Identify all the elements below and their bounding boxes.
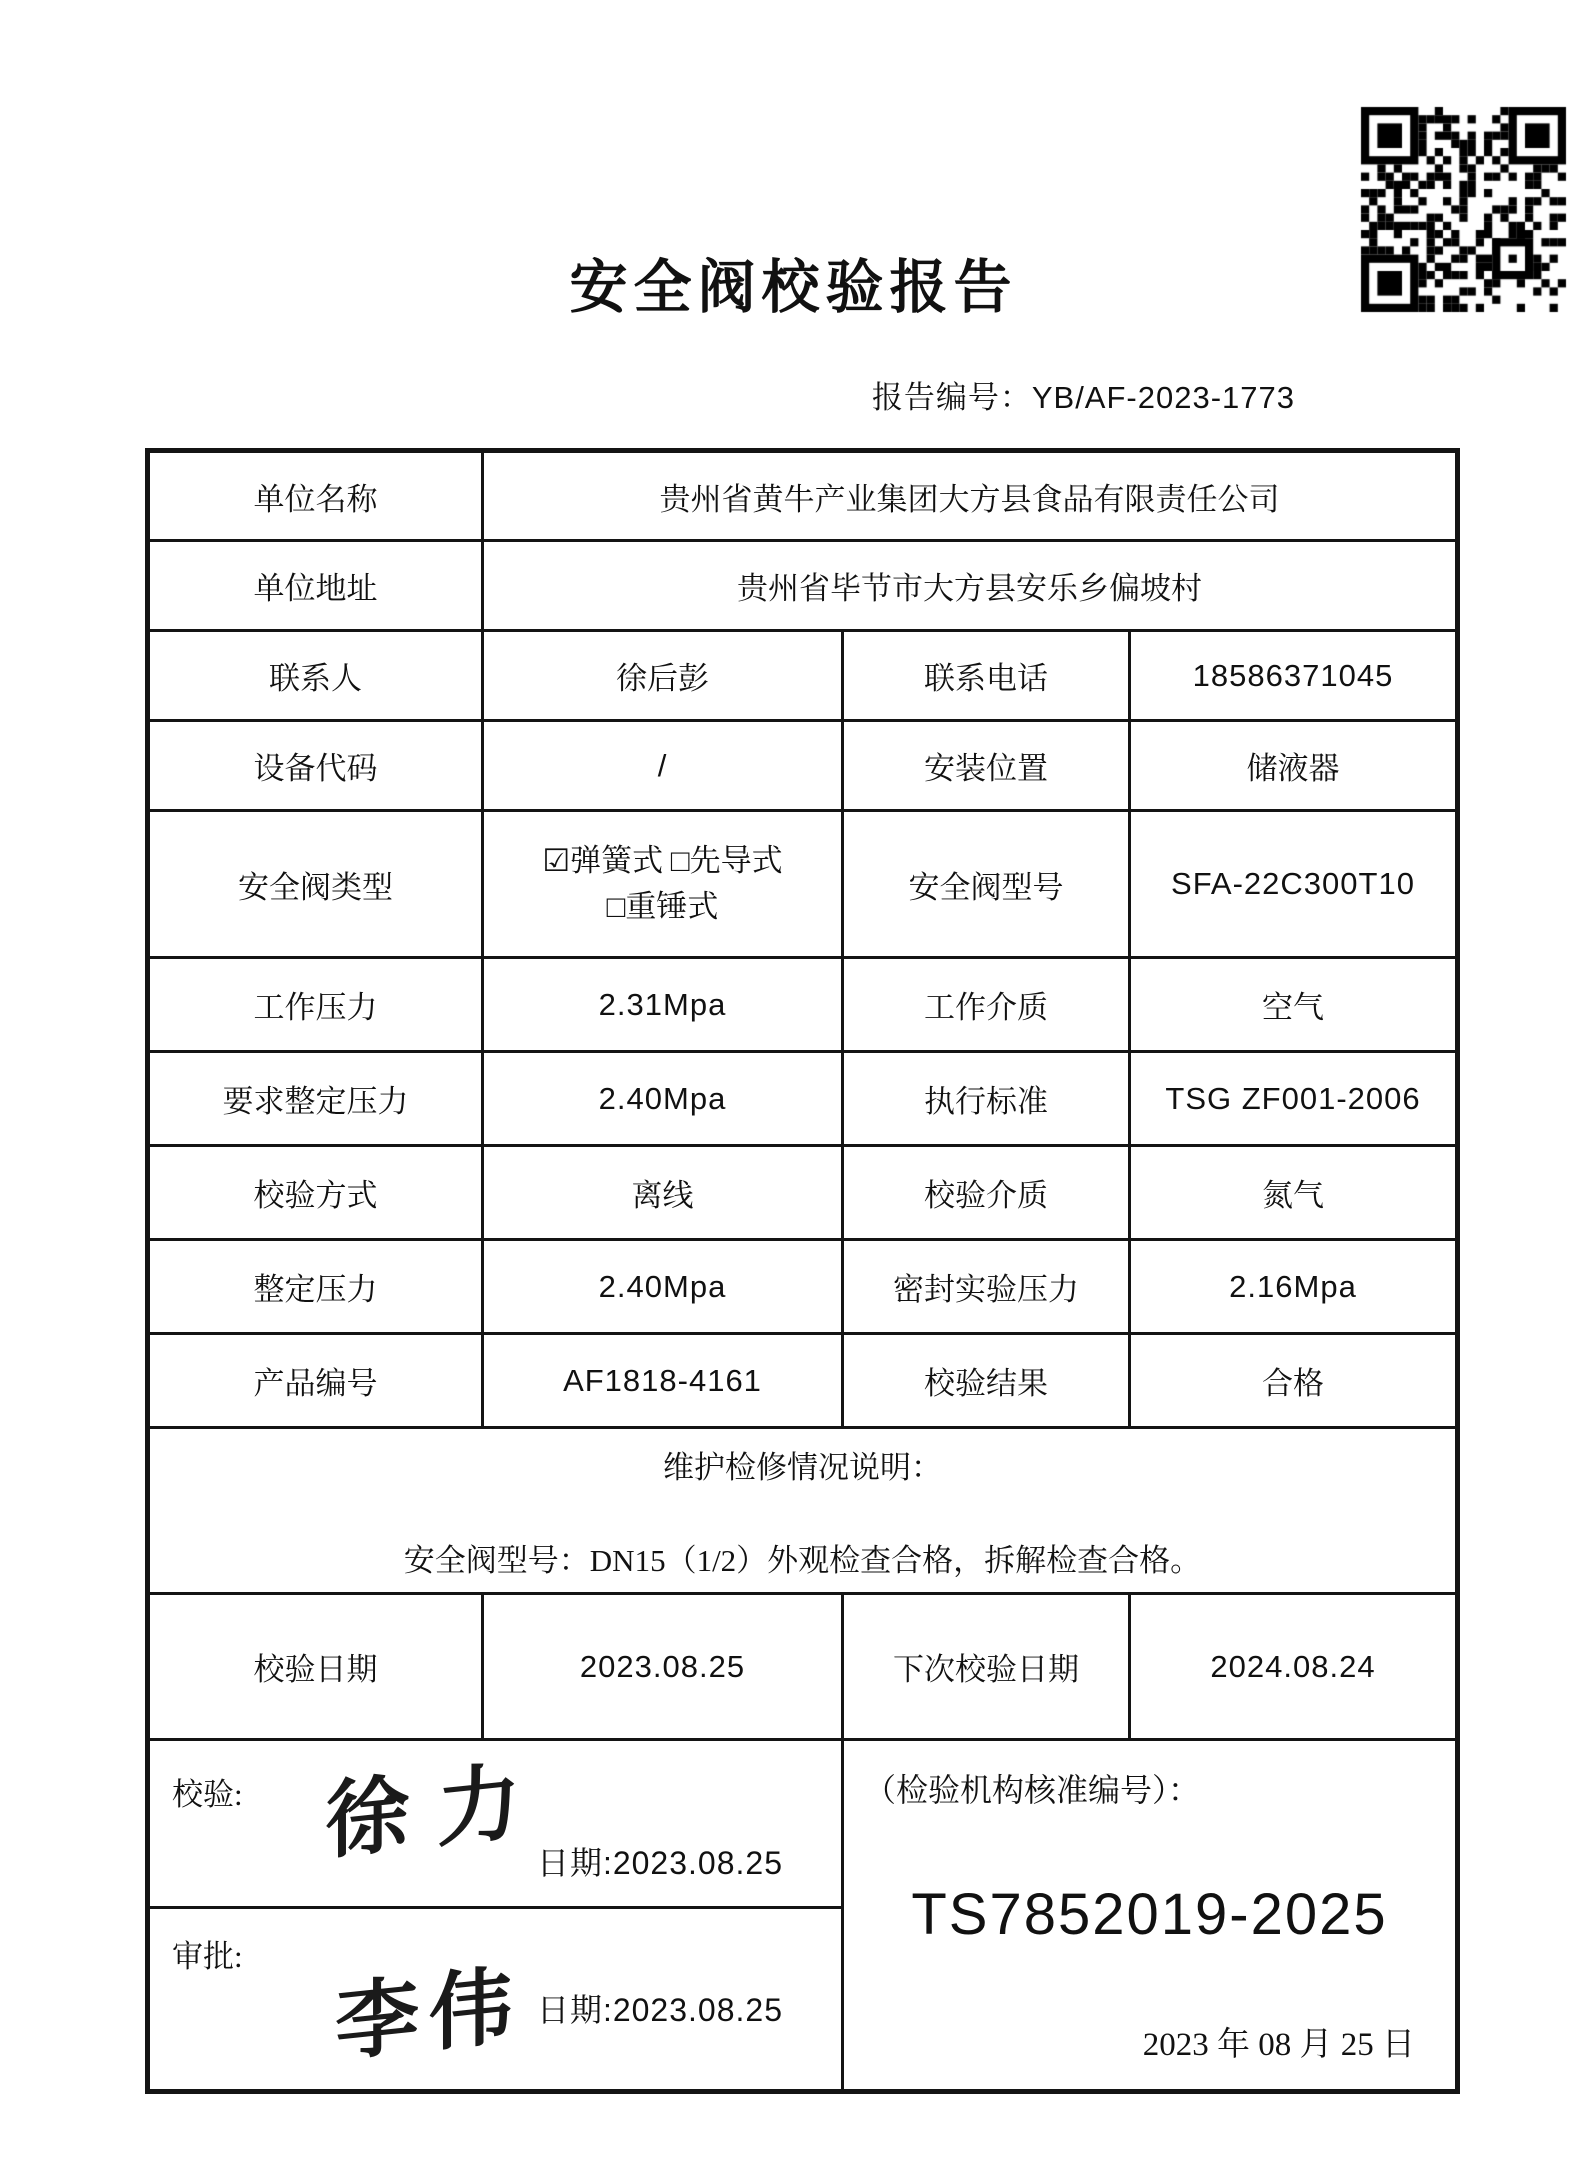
row-calib-method [148, 1146, 1458, 1240]
phone-label-cell [843, 631, 1130, 721]
set-pressure-value: 2.40Mpa [598, 1268, 727, 1304]
work-medium-label-cell [843, 958, 1130, 1052]
maintenance-title: 维护检修情况说明： [663, 1449, 942, 1485]
next-date-label-cell [843, 1594, 1130, 1740]
calib-medium-value: 氮气 [1262, 1178, 1324, 1213]
unit-addr-value: 贵州省毕节市大方县安乐乡偏坡村 [737, 571, 1202, 606]
approver-cell [148, 1908, 843, 2092]
work-medium-value-cell [1130, 958, 1458, 1052]
org-cell [843, 1740, 1458, 2092]
contact-label: 联系人 [269, 661, 362, 696]
approver-date: 日期:2023.08.25 [536, 1992, 783, 2028]
row-verifier [148, 1740, 1458, 1908]
calib-medium-label-cell [843, 1146, 1130, 1240]
issue-date: 2023 年 08 月 25 日 [1142, 2027, 1415, 2063]
unit-name-value: 贵州省黄牛产业集团大方县食品有限责任公司 [659, 481, 1280, 517]
install-label: 安装位置 [924, 751, 1048, 786]
unit-name-value-cell [483, 451, 1458, 541]
standard-value: TSG ZF001-2006 [1165, 1080, 1421, 1116]
result-label: 校验结果 [924, 1366, 1048, 1401]
org-code-label: （检验机构核准编号）： [864, 1772, 1201, 1808]
next-date-value: 2024.08.24 [1210, 1648, 1376, 1684]
seal-pressure-label-cell [843, 1240, 1130, 1334]
unit-addr-label-cell [148, 541, 483, 631]
next-date-label: 下次校验日期 [893, 1652, 1079, 1687]
row-device [148, 721, 1458, 811]
row-contact [148, 631, 1458, 721]
calib-date-label: 校验日期 [253, 1652, 378, 1687]
req-set-pressure-label: 要求整定压力 [222, 1084, 409, 1119]
install-label-cell [843, 721, 1130, 811]
valve-type-line1: ☑弹簧式 □先导式 [542, 843, 783, 878]
calib-medium-label: 校验介质 [924, 1178, 1048, 1213]
row-dates [148, 1594, 1458, 1740]
valve-type-options [484, 838, 841, 930]
device-code-label-cell [148, 721, 483, 811]
row-set-pressure [148, 1240, 1458, 1334]
valve-type-label-cell [148, 811, 483, 958]
work-medium-value: 空气 [1262, 990, 1324, 1025]
device-code-label: 设备代码 [253, 751, 378, 786]
product-no-label-cell [148, 1334, 483, 1428]
maintenance-cell [148, 1428, 1458, 1594]
req-set-pressure-value-cell [483, 1052, 843, 1146]
install-value-cell [1130, 721, 1458, 811]
approver-label: 审批: [172, 1939, 243, 1974]
verifier-label: 校验: [172, 1777, 243, 1812]
phone-value-cell [1130, 631, 1458, 721]
set-pressure-value-cell [483, 1240, 843, 1334]
valve-model-label-cell [843, 811, 1130, 958]
unit-name-label-cell [148, 451, 483, 541]
calib-method-label: 校验方式 [253, 1178, 378, 1213]
result-value-cell [1130, 1334, 1458, 1428]
unit-name-label: 单位名称 [253, 481, 378, 517]
install-value: 储液器 [1246, 751, 1340, 786]
row-req-set-pressure [148, 1052, 1458, 1146]
calib-method-label-cell [148, 1146, 483, 1240]
product-no-label: 产品编号 [253, 1366, 378, 1401]
row-maintenance [148, 1428, 1458, 1594]
row-work-pressure [148, 958, 1458, 1052]
verifier-date: 日期:2023.08.25 [536, 1845, 783, 1881]
product-no-value-cell [483, 1334, 843, 1428]
valve-type-line2: □重锤式 [606, 889, 719, 924]
work-pressure-label-cell [148, 958, 483, 1052]
row-unit-addr [148, 541, 1458, 631]
work-pressure-value-cell [483, 958, 843, 1052]
work-medium-label: 工作介质 [924, 990, 1048, 1025]
device-code-value-cell [483, 721, 843, 811]
valve-model-value-cell [1130, 811, 1458, 958]
contact-label-cell [148, 631, 483, 721]
unit-addr-value-cell [483, 541, 1458, 631]
standard-label: 执行标准 [924, 1084, 1048, 1119]
calib-medium-value-cell [1130, 1146, 1458, 1240]
phone-label: 联系电话 [924, 661, 1048, 696]
row-product-no [148, 1334, 1458, 1428]
req-set-pressure-value: 2.40Mpa [598, 1080, 727, 1116]
result-label-cell [843, 1334, 1130, 1428]
contact-value-cell [483, 631, 843, 721]
calib-date-value: 2023.08.25 [579, 1648, 746, 1684]
phone-value: 18586371045 [1192, 657, 1394, 693]
set-pressure-label-cell [148, 1240, 483, 1334]
calib-method-value: 离线 [631, 1178, 694, 1213]
set-pressure-label: 整定压力 [253, 1272, 378, 1307]
seal-pressure-value-cell [1130, 1240, 1458, 1334]
req-set-pressure-label-cell [148, 1052, 483, 1146]
unit-addr-label: 单位地址 [253, 571, 378, 606]
report-number: 报告编号：YB/AF-2023-1773 [871, 380, 1295, 415]
calib-date-value-cell [483, 1594, 843, 1740]
maintenance-content: 安全阀型号：DN15（1/2）外观检查合格，拆解检查合格。 [403, 1542, 1202, 1578]
verifier-cell [148, 1740, 843, 1908]
valve-type-label: 安全阀类型 [238, 869, 393, 905]
calib-date-label-cell [148, 1594, 483, 1740]
next-date-value-cell [1130, 1594, 1458, 1740]
work-pressure-value: 2.31Mpa [598, 986, 727, 1022]
page-title: 安全阀校验报告 [569, 255, 1018, 320]
product-no-value: AF1818-4161 [563, 1362, 762, 1398]
valve-type-value-cell [483, 811, 843, 958]
result-value: 合格 [1262, 1366, 1324, 1401]
standard-label-cell [843, 1052, 1130, 1146]
valve-model-value: SFA-22C300T10 [1171, 866, 1415, 901]
contact-value: 徐后彭 [616, 661, 709, 696]
seal-pressure-value: 2.16Mpa [1229, 1268, 1357, 1304]
device-code-value: / [657, 747, 668, 783]
row-valve-type [148, 811, 1458, 958]
row-unit-name [148, 451, 1458, 541]
org-code-value: TS7852019-2025 [911, 1882, 1388, 1947]
work-pressure-label: 工作压力 [253, 990, 378, 1025]
standard-value-cell [1130, 1052, 1458, 1146]
calib-method-value-cell [483, 1146, 843, 1240]
approver-signature: 李伟 [335, 1958, 523, 2073]
report-table [145, 448, 1460, 2094]
seal-pressure-label: 密封实验压力 [893, 1272, 1079, 1307]
verifier-signature: 徐力 [325, 1753, 549, 1871]
valve-model-label: 安全阀型号 [908, 869, 1064, 905]
